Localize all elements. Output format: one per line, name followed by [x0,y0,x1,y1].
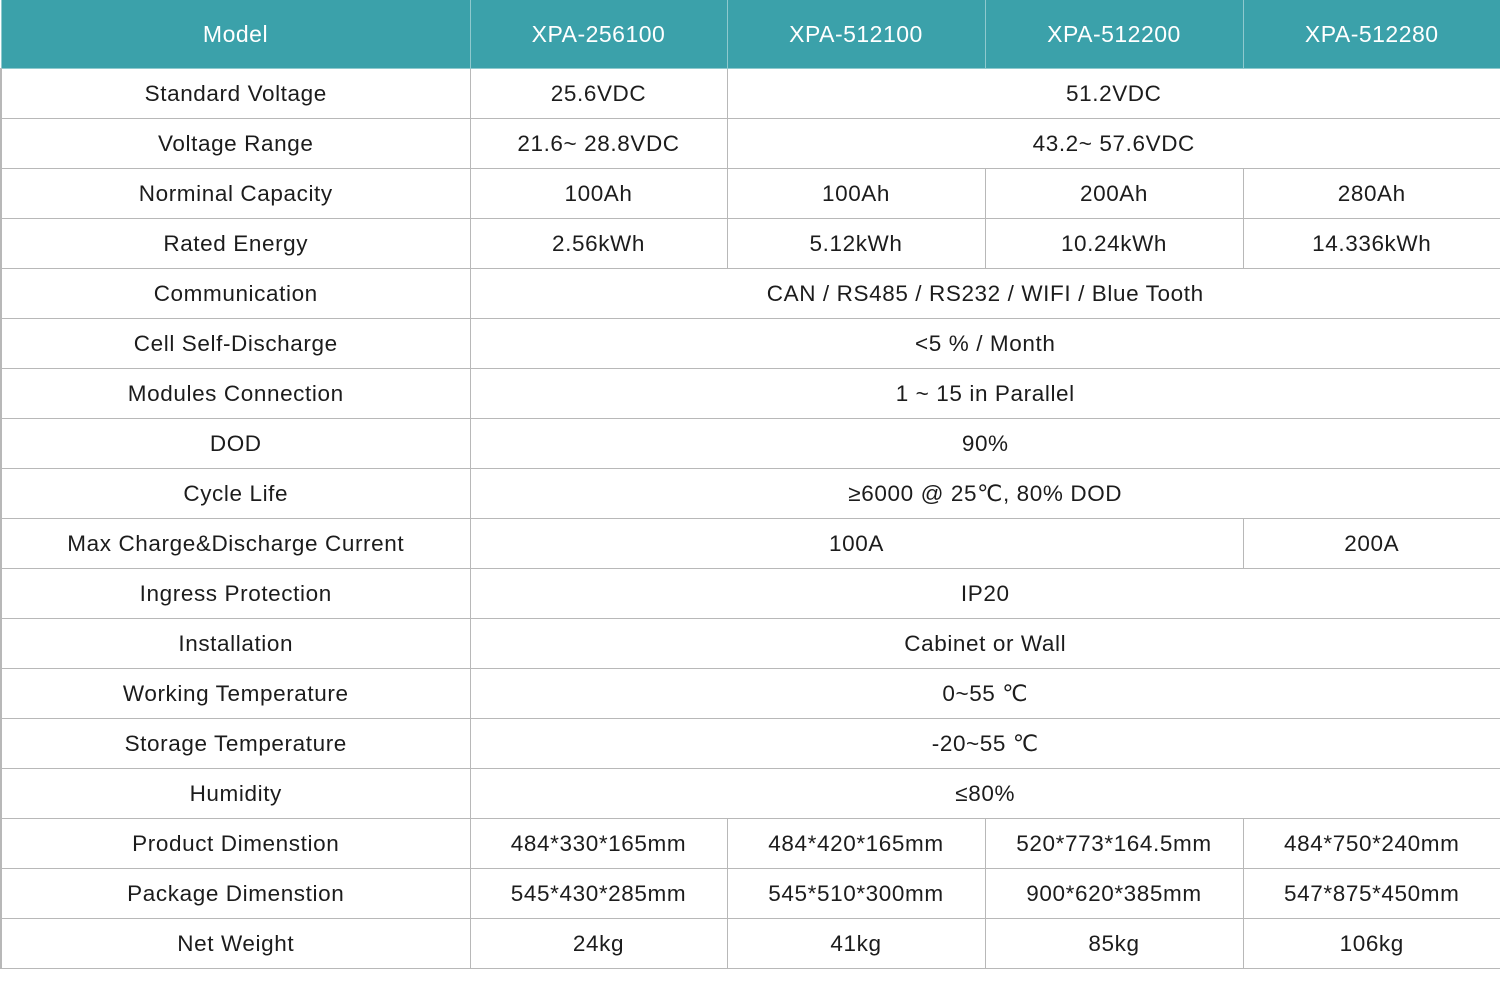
header-model-xpa-512100: XPA-512100 [727,0,985,69]
table-header-row [1,0,1500,69]
row-label: Rated Energy [1,219,470,269]
cell-value: 51.2VDC [727,69,1500,119]
cell-value: 85kg [985,919,1243,969]
row-humidity [1,769,1500,819]
row-label: Voltage Range [1,119,470,169]
cell-value: 545*510*300mm [727,869,985,919]
row-max-charge-discharge-current [1,519,1500,569]
row-label: Net Weight [1,919,470,969]
cell-value: 24kg [470,919,727,969]
row-label: Standard Voltage [1,69,470,119]
cell-value: 41kg [727,919,985,969]
row-installation [1,619,1500,669]
header-model-label: Model [1,0,470,69]
row-label: Product Dimenstion [1,819,470,869]
cell-value: 545*430*285mm [470,869,727,919]
row-label: Norminal Capacity [1,169,470,219]
row-nominal-capacity [1,169,1500,219]
row-working-temperature [1,669,1500,719]
row-package-dimension [1,869,1500,919]
row-cycle-life [1,469,1500,519]
cell-value: CAN / RS485 / RS232 / WIFI / Blue Tooth [470,269,1500,319]
row-storage-temperature [1,719,1500,769]
row-communication [1,269,1500,319]
cell-value: 25.6VDC [470,69,727,119]
cell-value: 200A [1243,519,1500,569]
row-net-weight [1,919,1500,969]
header-model-xpa-512280: XPA-512280 [1243,0,1500,69]
row-modules-connection [1,369,1500,419]
row-voltage-range [1,119,1500,169]
cell-value: 900*620*385mm [985,869,1243,919]
cell-value: <5 % / Month [470,319,1500,369]
cell-value: 100Ah [470,169,727,219]
row-rated-energy [1,219,1500,269]
row-label: Installation [1,619,470,669]
cell-value: 520*773*164.5mm [985,819,1243,869]
cell-value: 5.12kWh [727,219,985,269]
cell-value: ≥6000 @ 25℃, 80% DOD [470,469,1500,519]
row-ingress-protection [1,569,1500,619]
row-label: Humidity [1,769,470,819]
row-dod [1,419,1500,469]
row-label: Working Temperature [1,669,470,719]
cell-value: -20~55 ℃ [470,719,1500,769]
cell-value: 106kg [1243,919,1500,969]
cell-value: 100A [470,519,1243,569]
cell-value: 1 ~ 15 in Parallel [470,369,1500,419]
cell-value: 200Ah [985,169,1243,219]
cell-value: 21.6~ 28.8VDC [470,119,727,169]
cell-value: 100Ah [727,169,985,219]
cell-value: 43.2~ 57.6VDC [727,119,1500,169]
row-label: Max Charge&Discharge Current [1,519,470,569]
row-label: Storage Temperature [1,719,470,769]
cell-value: 547*875*450mm [1243,869,1500,919]
cell-value: 484*750*240mm [1243,819,1500,869]
cell-value: Cabinet or Wall [470,619,1500,669]
row-label: Package Dimenstion [1,869,470,919]
row-label: DOD [1,419,470,469]
cell-value: 0~55 ℃ [470,669,1500,719]
cell-value: 2.56kWh [470,219,727,269]
row-standard-voltage [1,69,1500,119]
row-cell-self-discharge [1,319,1500,369]
row-label: Communication [1,269,470,319]
row-label: Ingress Protection [1,569,470,619]
cell-value: ≤80% [470,769,1500,819]
row-label: Cell Self-Discharge [1,319,470,369]
row-label: Modules Connection [1,369,470,419]
cell-value: 280Ah [1243,169,1500,219]
cell-value: IP20 [470,569,1500,619]
cell-value: 90% [470,419,1500,469]
cell-value: 484*420*165mm [727,819,985,869]
cell-value: 14.336kWh [1243,219,1500,269]
cell-value: 484*330*165mm [470,819,727,869]
header-model-xpa-512200: XPA-512200 [985,0,1243,69]
row-label: Cycle Life [1,469,470,519]
cell-value: 10.24kWh [985,219,1243,269]
header-model-xpa-256100: XPA-256100 [470,0,727,69]
row-product-dimension [1,819,1500,869]
